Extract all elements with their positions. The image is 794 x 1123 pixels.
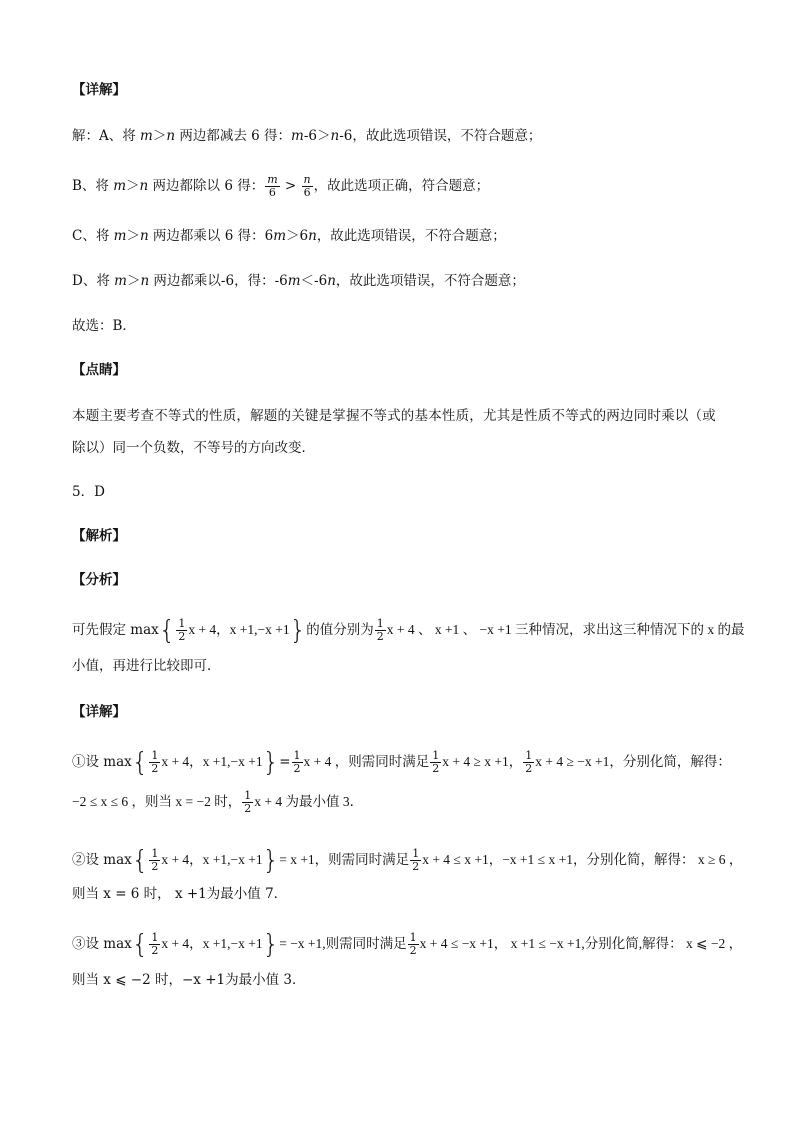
left-brace: { <box>131 845 149 876</box>
fenxi-line-1 <box>72 615 745 646</box>
denominator: 6 <box>303 186 311 199</box>
var-n: n <box>139 228 149 244</box>
var-n: n <box>139 178 149 194</box>
case-1-line-1 <box>72 747 732 778</box>
denominator: 2 <box>151 762 159 775</box>
var-m: m <box>273 228 287 244</box>
section-heading-dianjing: 【点睛】 <box>72 362 126 378</box>
numerator: 1 <box>412 847 420 860</box>
text: 两边都乘以-6，得：-6 <box>149 273 288 289</box>
numerator: m <box>267 173 278 186</box>
text: > <box>280 178 301 194</box>
fenxi-line-2: 小值，再进行比较即可． <box>72 658 221 674</box>
text: x + 4 、 x +1 、 −x +1 三种情况，求出这三种情况下的 x 的最 <box>386 622 745 637</box>
text: ③设 max <box>72 936 132 952</box>
denominator: 2 <box>525 762 533 775</box>
text: 两边都除以 6 得： <box>148 178 265 194</box>
var-n: n <box>166 128 176 144</box>
numerator: n <box>303 173 311 186</box>
text: −2 ≤ x ≤ 6 ，则当 x = −2 时， <box>72 794 242 809</box>
text: x + 4 ≥ x +1， <box>442 754 523 769</box>
right-brace: } <box>262 845 280 876</box>
right-brace: } <box>262 747 280 778</box>
right-brace: } <box>262 929 280 960</box>
text: 可先假定 max <box>72 622 159 638</box>
text: ＞ <box>126 228 140 244</box>
denominator: 2 <box>178 630 186 643</box>
numerator: 1 <box>409 931 417 944</box>
denominator: 2 <box>293 762 301 775</box>
numerator: 1 <box>525 749 533 762</box>
numerator: 1 <box>244 789 252 802</box>
text: x + 4 ≤ x +1，−x +1 ≤ x +1，分别化简，解得： x ≥ 6 ， <box>422 852 743 867</box>
var-n: n <box>327 273 336 289</box>
denominator: 6 <box>268 186 276 199</box>
text: B、将 <box>72 178 114 194</box>
case-2-line-2: 则当 x = 6 时， x +1为最小值 7． <box>72 886 288 902</box>
fraction-n-over-6 <box>302 174 313 199</box>
var-m: m <box>291 128 304 144</box>
section-heading-fenxi: 【分析】 <box>72 572 126 588</box>
var-m: m <box>287 273 301 289</box>
set-expression: x + 4，x +1,−x +1 <box>161 754 263 769</box>
fraction-one-half <box>149 932 160 957</box>
text: ，故此选项正确，符合题意； <box>313 178 490 194</box>
case-3-line-1 <box>72 929 743 960</box>
fraction-one-half <box>176 618 187 643</box>
denominator: 2 <box>432 762 440 775</box>
denominator: 2 <box>244 802 252 815</box>
left-brace: { <box>131 929 149 960</box>
numerator: 1 <box>432 749 440 762</box>
fraction-one-half <box>375 618 386 643</box>
fraction-one-half <box>410 848 421 873</box>
text: -6，故此选项错误，不符合题意； <box>339 128 542 144</box>
section-heading-xiangjie: 【详解】 <box>72 82 126 98</box>
text: ①设 max <box>72 754 132 770</box>
text: ＞6 <box>286 228 309 244</box>
fraction-one-half <box>523 750 534 775</box>
right-brace: } <box>289 615 307 646</box>
case-1-line-2 <box>72 790 732 815</box>
numerator: 1 <box>151 749 159 762</box>
text: D、将 <box>72 273 115 289</box>
text: = <box>279 754 291 770</box>
numerator: 1 <box>376 617 384 630</box>
section-heading-xiangjie-2: 【详解】 <box>72 704 126 720</box>
var-m: m <box>113 178 127 194</box>
section-heading-jiexi: 【解析】 <box>72 528 126 544</box>
case-3-line-2: 则当 x ⩽ −2 时，−x +1为最小值 3． <box>72 972 306 988</box>
numerator: 1 <box>151 847 159 860</box>
fraction-one-half <box>430 750 441 775</box>
text: ＞ <box>126 273 141 289</box>
set-expression: x + 4，x +1,−x +1 <box>188 622 290 637</box>
solution-line-d <box>72 271 732 291</box>
fraction-one-half <box>292 750 303 775</box>
text: ＞ <box>126 178 140 194</box>
numerator: 1 <box>151 931 159 944</box>
set-expression: x + 4，x +1,−x +1 <box>161 936 263 951</box>
numerator: 1 <box>293 749 301 762</box>
text: x + 4 ≤ −x +1， x +1 ≤ −x +1,分别化简,解得： x ⩽ −2 ， <box>419 936 743 951</box>
text: ＞ <box>152 128 167 144</box>
solution-line-a <box>72 126 732 146</box>
denominator: 2 <box>151 944 159 957</box>
text: 两边都乘以 6 得：6 <box>148 228 274 244</box>
var-n: n <box>308 228 317 244</box>
text: x + 4 为最小值 3． <box>254 794 364 809</box>
dianjing-line-2: 除以）同一个负数，不等号的方向改变． <box>72 440 315 456</box>
var-n: n <box>140 273 150 289</box>
var-m: m <box>114 273 127 289</box>
text: C、将 <box>72 228 114 244</box>
answer-line: 故选：B． <box>72 318 136 334</box>
text: 的值分别为 <box>306 622 374 638</box>
text: ②设 max <box>72 852 132 868</box>
question-5-answer: 5．D <box>72 484 105 500</box>
text: 解：A、将 <box>72 128 141 144</box>
text: = x +1，则需同时满足 <box>279 852 410 867</box>
solution-line-c <box>72 226 732 246</box>
case-2-line-1 <box>72 845 743 876</box>
text: ，故此选项错误，不符合题意； <box>335 273 525 289</box>
left-brace: { <box>131 747 149 778</box>
solution-line-b <box>72 174 732 199</box>
var-n: n <box>330 128 340 144</box>
fraction-one-half <box>149 848 160 873</box>
text: x + 4 ≥ −x +1，分别化简，解得： <box>535 754 731 769</box>
fraction-one-half <box>242 790 253 815</box>
var-m: m <box>140 128 153 144</box>
denominator: 2 <box>151 860 159 873</box>
fraction-m-over-6 <box>265 174 279 199</box>
set-expression: x + 4，x +1,−x +1 <box>161 852 263 867</box>
var-m: m <box>113 228 127 244</box>
numerator: 1 <box>178 617 186 630</box>
text: ，故此选项错误，不符合题意； <box>316 228 506 244</box>
fraction-one-half <box>408 932 419 957</box>
text: 两边都减去 6 得： <box>175 128 292 144</box>
denominator: 2 <box>409 944 417 957</box>
left-brace: { <box>158 615 176 646</box>
denominator: 2 <box>412 860 420 873</box>
dianjing-line-1: 本题主要考查不等式的性质，解题的关键是掌握不等式的基本性质，尤其是性质不等式的两边同时乘以（或 <box>72 408 716 424</box>
text: ＜-6 <box>300 273 328 289</box>
fraction-one-half <box>149 750 160 775</box>
text: -6＞ <box>303 128 331 144</box>
denominator: 2 <box>376 630 384 643</box>
text: = −x +1,则需同时满足 <box>279 936 407 951</box>
text: x + 4 ，则需同时满足 <box>303 754 430 769</box>
